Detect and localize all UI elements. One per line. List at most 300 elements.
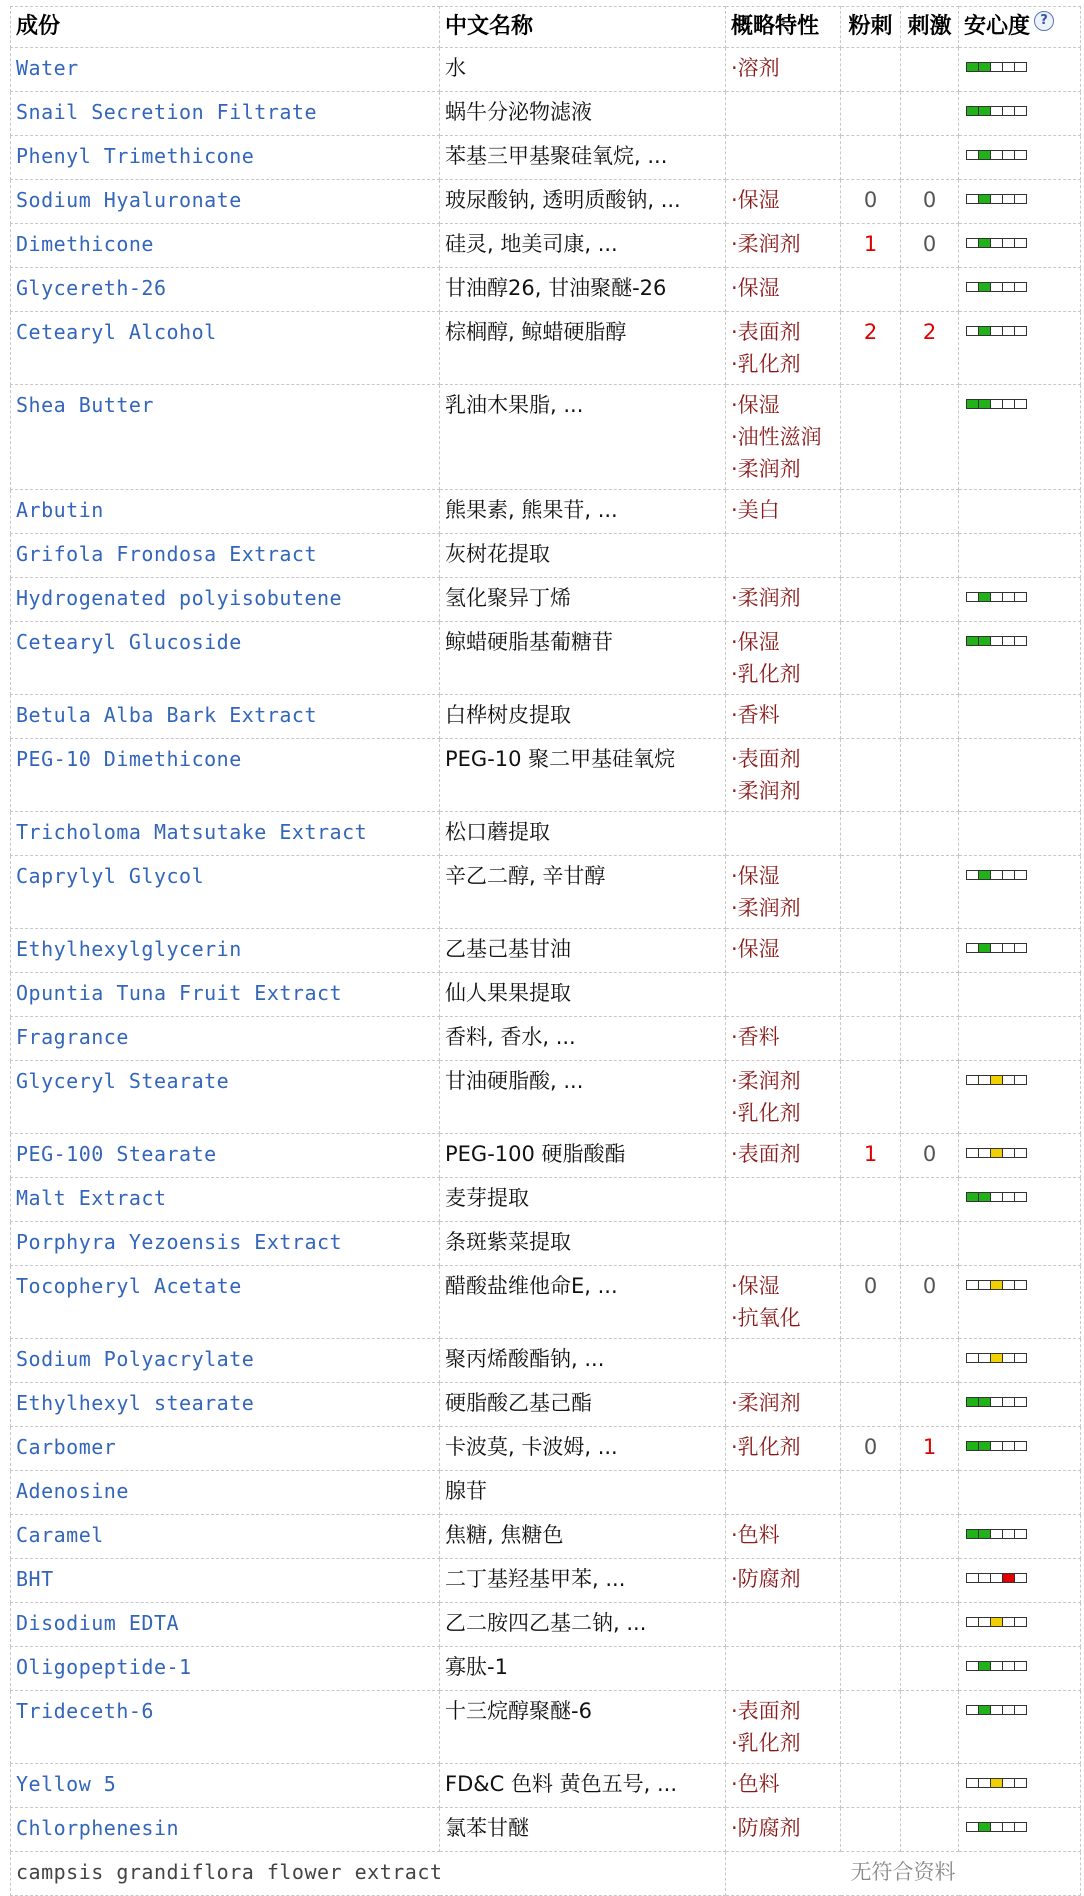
safety-cell: [959, 1603, 1081, 1647]
safety-meter: [966, 870, 1026, 880]
ingredient-name-cell: [11, 1222, 440, 1266]
features-cell: [726, 1471, 841, 1515]
irritation-rating: [901, 695, 959, 739]
acne-rating: [841, 1061, 901, 1134]
features-cell: [726, 1647, 841, 1691]
ingredient-link[interactable]: Fragrance: [16, 1025, 129, 1049]
table-row: [11, 1647, 1081, 1691]
ingredient-link[interactable]: Caprylyl Glycol: [16, 864, 205, 888]
acne-rating: [841, 1222, 901, 1266]
table-row: [11, 1603, 1081, 1647]
feature-tag[interactable]: ·表面剂: [731, 1142, 801, 1166]
ingredient-link[interactable]: Sodium Hyaluronate: [16, 188, 242, 212]
acne-rating: 2: [841, 312, 901, 385]
feature-tag[interactable]: ·溶剂: [731, 56, 780, 80]
ingredient-name-cell: [11, 224, 440, 268]
safety-cell: [959, 578, 1081, 622]
irritation-rating: [901, 92, 959, 136]
ingredient-link[interactable]: Arbutin: [16, 498, 104, 522]
ingredient-link[interactable]: Adenosine: [16, 1479, 129, 1503]
safety-meter: [966, 636, 1026, 646]
irritation-rating: [901, 1383, 959, 1427]
ingredient-link[interactable]: Cetearyl Alcohol: [16, 320, 217, 344]
safety-cell: [959, 1808, 1081, 1852]
safety-cell: [959, 695, 1081, 739]
safety-cell: [959, 1266, 1081, 1339]
chinese-name: 硅灵, 地美司康, ...: [440, 224, 726, 268]
ingredient-link[interactable]: Hydrogenated polyisobutene: [16, 586, 343, 610]
table-row: [11, 578, 1081, 622]
safety-segment: [1014, 1617, 1027, 1627]
feature-tag[interactable]: ·美白: [731, 498, 780, 522]
feature-tag[interactable]: ·保湿: [731, 188, 780, 212]
feature-tag[interactable]: ·柔润剂: [731, 586, 801, 610]
acne-rating: 0: [841, 1266, 901, 1339]
acne-rating: [841, 929, 901, 973]
safety-cell: [959, 1471, 1081, 1515]
table-row: [11, 973, 1081, 1017]
chinese-name: 白桦树皮提取: [440, 695, 726, 739]
feature-tag[interactable]: ·香料: [731, 1025, 780, 1049]
irritation-rating: [901, 1559, 959, 1603]
ingredient-name-cell: [11, 1764, 440, 1808]
safety-cell: [959, 1764, 1081, 1808]
feature-tag[interactable]: ·表面剂: [731, 1699, 801, 1723]
safety-meter: [966, 1822, 1026, 1832]
chinese-name: 甘油硬脂酸, ...: [440, 1061, 726, 1134]
ingredient-link[interactable]: Ethylhexyl stearate: [16, 1391, 255, 1415]
table-row: [11, 48, 1081, 92]
table-row: [11, 92, 1081, 136]
chinese-name: 松口蘑提取: [440, 812, 726, 856]
safety-segment: [1014, 238, 1027, 248]
acne-rating: [841, 1515, 901, 1559]
ingredient-link[interactable]: PEG-100 Stearate: [16, 1142, 217, 1166]
feature-tag[interactable]: ·保湿: [731, 1274, 780, 1298]
ingredient-name-cell: [11, 1559, 440, 1603]
safety-meter: [966, 1192, 1026, 1202]
acne-rating: [841, 136, 901, 180]
chinese-name: 卡波莫, 卡波姆, ...: [440, 1427, 726, 1471]
features-cell: [726, 578, 841, 622]
features-cell: [726, 1383, 841, 1427]
feature-tag[interactable]: ·乳化剂: [731, 1435, 801, 1459]
safety-cell: [959, 385, 1081, 490]
acne-rating: [841, 1471, 901, 1515]
chinese-name: 焦糖, 焦糖色: [440, 1515, 726, 1559]
feature-tag[interactable]: ·柔润剂: [731, 457, 801, 481]
header-acne: 粉刺: [841, 7, 901, 48]
safety-cell: [959, 1691, 1081, 1764]
ingredient-name-cell: [11, 812, 440, 856]
table-row: [11, 490, 1081, 534]
unmatched-ingredient-name: campsis grandiflora flower extract: [16, 1860, 443, 1884]
ingredient-link[interactable]: Tricholoma Matsutake Extract: [16, 820, 368, 844]
irritation-rating: [901, 973, 959, 1017]
safety-meter: [966, 1661, 1026, 1671]
chinese-name: 苯基三甲基聚硅氧烷, ...: [440, 136, 726, 180]
irritation-rating: [901, 136, 959, 180]
irritation-rating: [901, 1691, 959, 1764]
acne-rating: [841, 695, 901, 739]
safety-cell: [959, 1515, 1081, 1559]
ingredient-link[interactable]: Snail Secretion Filtrate: [16, 100, 317, 124]
safety-cell: [959, 856, 1081, 929]
features-cell: [726, 695, 841, 739]
safety-meter: [966, 326, 1026, 336]
ingredient-name-cell: [11, 490, 440, 534]
safety-segment: [1014, 62, 1027, 72]
ingredient-name-cell: [11, 929, 440, 973]
safety-meter: [966, 62, 1026, 72]
safety-cell: [959, 534, 1081, 578]
safety-cell: [959, 622, 1081, 695]
ingredient-link[interactable]: Grifola Frondosa Extract: [16, 542, 317, 566]
irritation-rating: [901, 534, 959, 578]
acne-rating: [841, 856, 901, 929]
ingredient-name-cell: [11, 578, 440, 622]
safety-meter: [966, 282, 1026, 292]
acne-rating: [841, 92, 901, 136]
chinese-name: 乙基己基甘油: [440, 929, 726, 973]
features-cell: [726, 1017, 841, 1061]
safety-meter: [966, 194, 1026, 204]
table-row: [11, 856, 1081, 929]
features-cell: [726, 1515, 841, 1559]
feature-tag[interactable]: ·油性滋润: [731, 425, 822, 449]
safety-cell: [959, 739, 1081, 812]
header-irritation: 刺激: [901, 7, 959, 48]
feature-tag[interactable]: ·色料: [731, 1523, 780, 1547]
acne-rating: [841, 1339, 901, 1383]
safety-cell: [959, 1647, 1081, 1691]
ingredient-link[interactable]: BHT: [16, 1567, 54, 1591]
acne-rating: [841, 1808, 901, 1852]
chinese-name: 香料, 香水, ...: [440, 1017, 726, 1061]
safety-cell: [959, 268, 1081, 312]
safety-meter: [966, 1353, 1026, 1363]
safety-meter: [966, 1617, 1026, 1627]
ingredient-link[interactable]: Malt Extract: [16, 1186, 167, 1210]
acne-rating: [841, 490, 901, 534]
safety-segment: [1014, 592, 1027, 602]
irritation-rating: [901, 268, 959, 312]
features-cell: [726, 1061, 841, 1134]
header-features: 概略特性: [726, 7, 841, 48]
table-row: [11, 1266, 1081, 1339]
ingredient-link[interactable]: Tocopheryl Acetate: [16, 1274, 242, 1298]
table-row: [11, 739, 1081, 812]
safety-cell: [959, 1427, 1081, 1471]
acne-rating: [841, 1647, 901, 1691]
feature-tag[interactable]: ·柔润剂: [731, 232, 801, 256]
safety-cell: [959, 1017, 1081, 1061]
features-cell: [726, 534, 841, 578]
ingredient-link[interactable]: Porphyra Yezoensis Extract: [16, 1230, 343, 1254]
irritation-rating: [901, 1061, 959, 1134]
safety-cell: [959, 1178, 1081, 1222]
table-row: [11, 385, 1081, 490]
feature-tag[interactable]: ·柔润剂: [731, 1069, 801, 1093]
header-ingredient: 成份: [11, 7, 440, 48]
acne-rating: [841, 812, 901, 856]
ingredient-name-cell: [11, 739, 440, 812]
acne-rating: [841, 622, 901, 695]
feature-tag[interactable]: ·色料: [731, 1772, 780, 1796]
safety-meter: [966, 106, 1026, 116]
ingredient-name-cell: [11, 1339, 440, 1383]
irritation-rating: [901, 1603, 959, 1647]
ingredient-name-cell: [11, 622, 440, 695]
chinese-name: FD&C 色料 黄色五号, ...: [440, 1764, 726, 1808]
safety-cell: [959, 48, 1081, 92]
safety-meter: [966, 238, 1026, 248]
feature-tag[interactable]: ·乳化剂: [731, 1731, 801, 1755]
safety-meter: [966, 1397, 1026, 1407]
features-cell: [726, 1222, 841, 1266]
safety-segment: [1014, 870, 1027, 880]
safety-cell: [959, 224, 1081, 268]
features-cell: [726, 973, 841, 1017]
feature-tag[interactable]: ·防腐剂: [731, 1567, 801, 1591]
chinese-name: 二丁基羟基甲苯, ...: [440, 1559, 726, 1603]
ingredient-name-cell: [11, 1266, 440, 1339]
irritation-rating: [901, 578, 959, 622]
features-cell: [726, 1427, 841, 1471]
irritation-rating: [901, 1647, 959, 1691]
irritation-rating: 0: [901, 224, 959, 268]
table-row: [11, 1471, 1081, 1515]
safety-meter: [966, 399, 1026, 409]
ingredient-name-cell: [11, 1427, 440, 1471]
features-cell: [726, 92, 841, 136]
table-row: [11, 1808, 1081, 1852]
safety-meter: [966, 1075, 1026, 1085]
safety-cell: [959, 92, 1081, 136]
acne-rating: [841, 578, 901, 622]
safety-segment: [1014, 106, 1027, 116]
table-row: [11, 136, 1081, 180]
safety-segment: [1014, 1148, 1027, 1158]
acne-rating: [841, 1603, 901, 1647]
safety-segment: [1014, 1075, 1027, 1085]
safety-meter: [966, 943, 1026, 953]
chinese-name: 十三烷醇聚醚-6: [440, 1691, 726, 1764]
safety-meter: [966, 1705, 1026, 1715]
help-icon[interactable]: ?: [1034, 11, 1054, 31]
irritation-rating: [901, 385, 959, 490]
ingredient-link[interactable]: Glycereth-26: [16, 276, 167, 300]
feature-tag[interactable]: ·保湿: [731, 937, 780, 961]
safety-cell: [959, 1061, 1081, 1134]
irritation-rating: [901, 622, 959, 695]
irritation-rating: [901, 1471, 959, 1515]
ingredient-name-cell: [11, 1383, 440, 1427]
ingredient-link[interactable]: Carbomer: [16, 1435, 117, 1459]
chinese-name: 甘油醇26, 甘油聚醚-26: [440, 268, 726, 312]
chinese-name: 水: [440, 48, 726, 92]
no-match-text: 无符合资料: [726, 1852, 1081, 1896]
features-cell: [726, 622, 841, 695]
features-cell: [726, 856, 841, 929]
safety-segment: [1014, 943, 1027, 953]
ingredient-link[interactable]: Betula Alba Bark Extract: [16, 703, 317, 727]
safety-segment: [1014, 1280, 1027, 1290]
irritation-rating: [901, 856, 959, 929]
feature-tag[interactable]: ·柔润剂: [731, 1391, 801, 1415]
chinese-name: 乳油木果脂, ...: [440, 385, 726, 490]
irritation-rating: [901, 1222, 959, 1266]
chinese-name: 乙二胺四乙基二钠, ...: [440, 1603, 726, 1647]
irritation-rating: [901, 1808, 959, 1852]
features-cell: [726, 1266, 841, 1339]
ingredient-name-cell: [11, 1061, 440, 1134]
acne-rating: [841, 385, 901, 490]
safety-segment: [1014, 150, 1027, 160]
ingredient-name-cell: [11, 1808, 440, 1852]
table-row: [11, 1691, 1081, 1764]
unmatched-ingredient: [11, 1852, 726, 1896]
feature-tag[interactable]: ·乳化剂: [731, 1101, 801, 1125]
ingredient-name-cell: [11, 180, 440, 224]
header-chinese-name: 中文名称: [440, 7, 726, 48]
acne-rating: 1: [841, 1134, 901, 1178]
ingredient-link[interactable]: Yellow 5: [16, 1772, 117, 1796]
table-row: [11, 180, 1081, 224]
ingredient-name-cell: [11, 534, 440, 578]
acne-rating: [841, 48, 901, 92]
ingredient-link[interactable]: Dimethicone: [16, 232, 154, 256]
acne-rating: [841, 1383, 901, 1427]
chinese-name: 醋酸盐维他命E, ...: [440, 1266, 726, 1339]
safety-cell: [959, 490, 1081, 534]
table-row: [11, 1559, 1081, 1603]
ingredient-link[interactable]: Disodium EDTA: [16, 1611, 180, 1635]
ingredient-name-cell: [11, 312, 440, 385]
table-row: [11, 224, 1081, 268]
irritation-rating: 1: [901, 1427, 959, 1471]
irritation-rating: 0: [901, 1134, 959, 1178]
ingredient-link[interactable]: Cetearyl Glucoside: [16, 630, 242, 654]
ingredient-name-cell: [11, 385, 440, 490]
ingredient-link[interactable]: Ethylhexylglycerin: [16, 937, 242, 961]
safety-segment: [1014, 1778, 1027, 1788]
safety-cell: [959, 929, 1081, 973]
safety-cell: [959, 812, 1081, 856]
safety-cell: [959, 1559, 1081, 1603]
ingredient-link[interactable]: Caramel: [16, 1523, 104, 1547]
table-row: [11, 1383, 1081, 1427]
irritation-rating: 0: [901, 180, 959, 224]
safety-cell: [959, 1339, 1081, 1383]
features-cell: [726, 1339, 841, 1383]
safety-meter: [966, 592, 1026, 602]
feature-tag[interactable]: ·香料: [731, 703, 780, 727]
feature-tag[interactable]: ·保湿: [731, 393, 780, 417]
chinese-name: 硬脂酸乙基己酯: [440, 1383, 726, 1427]
acne-rating: [841, 739, 901, 812]
ingredient-table: [10, 6, 1081, 1896]
features-cell: [726, 224, 841, 268]
ingredient-link[interactable]: Oligopeptide-1: [16, 1655, 192, 1679]
chinese-name: PEG-10 聚二甲基硅氧烷: [440, 739, 726, 812]
table-row: [11, 929, 1081, 973]
features-cell: [726, 739, 841, 812]
table-row: [11, 534, 1081, 578]
table-footer-row: [11, 1852, 1081, 1896]
ingredient-name-cell: [11, 1471, 440, 1515]
ingredient-link[interactable]: Glyceryl Stearate: [16, 1069, 230, 1093]
chinese-name: 灰树花提取: [440, 534, 726, 578]
feature-tag[interactable]: ·抗氧化: [731, 1306, 801, 1330]
safety-meter: [966, 1148, 1026, 1158]
table-row: [11, 812, 1081, 856]
irritation-rating: [901, 1764, 959, 1808]
ingredient-link[interactable]: Opuntia Tuna Fruit Extract: [16, 981, 343, 1005]
safety-meter: [966, 150, 1026, 160]
feature-tag[interactable]: ·保湿: [731, 630, 780, 654]
safety-segment: [1014, 399, 1027, 409]
table-row: [11, 1427, 1081, 1471]
feature-tag[interactable]: ·保湿: [731, 864, 780, 888]
acne-rating: 0: [841, 1427, 901, 1471]
safety-segment: [1014, 282, 1027, 292]
acne-rating: [841, 1764, 901, 1808]
table-row: [11, 1134, 1081, 1178]
ingredient-name-cell: [11, 1647, 440, 1691]
acne-rating: [841, 534, 901, 578]
ingredient-link[interactable]: Shea Butter: [16, 393, 154, 417]
chinese-name: 条斑紫菜提取: [440, 1222, 726, 1266]
irritation-rating: [901, 929, 959, 973]
safety-segment: [1014, 1573, 1027, 1583]
safety-segment: [1014, 1441, 1027, 1451]
irritation-rating: [901, 490, 959, 534]
feature-tag[interactable]: ·保湿: [731, 276, 780, 300]
safety-meter: [966, 1441, 1026, 1451]
feature-tag[interactable]: ·表面剂: [731, 747, 801, 771]
ingredient-link[interactable]: PEG-10 Dimethicone: [16, 747, 242, 771]
chinese-name: 麦芽提取: [440, 1178, 726, 1222]
ingredient-link[interactable]: Chlorphenesin: [16, 1816, 180, 1840]
safety-meter: [966, 1778, 1026, 1788]
ingredient-name-cell: [11, 1691, 440, 1764]
feature-tag[interactable]: ·防腐剂: [731, 1816, 801, 1840]
feature-tag[interactable]: ·乳化剂: [731, 662, 801, 686]
feature-tag[interactable]: ·柔润剂: [731, 779, 801, 803]
table-row: [11, 1178, 1081, 1222]
ingredient-link[interactable]: Phenyl Trimethicone: [16, 144, 255, 168]
safety-segment: [1014, 1529, 1027, 1539]
feature-tag[interactable]: ·表面剂: [731, 320, 801, 344]
irritation-rating: [901, 1178, 959, 1222]
ingredient-name-cell: [11, 268, 440, 312]
safety-segment: [1014, 1822, 1027, 1832]
ingredient-link[interactable]: Trideceth-6: [16, 1699, 154, 1723]
ingredient-link[interactable]: Sodium Polyacrylate: [16, 1347, 255, 1371]
chinese-name: 鲸蜡硬脂基葡糖苷: [440, 622, 726, 695]
table-row: [11, 695, 1081, 739]
chinese-name: 腺苷: [440, 1471, 726, 1515]
features-cell: [726, 180, 841, 224]
ingredient-name-cell: [11, 1603, 440, 1647]
ingredient-link[interactable]: Water: [16, 56, 79, 80]
feature-tag[interactable]: ·乳化剂: [731, 352, 801, 376]
irritation-rating: [901, 812, 959, 856]
ingredient-name-cell: [11, 1134, 440, 1178]
table-row: [11, 1017, 1081, 1061]
feature-tag[interactable]: ·柔润剂: [731, 896, 801, 920]
